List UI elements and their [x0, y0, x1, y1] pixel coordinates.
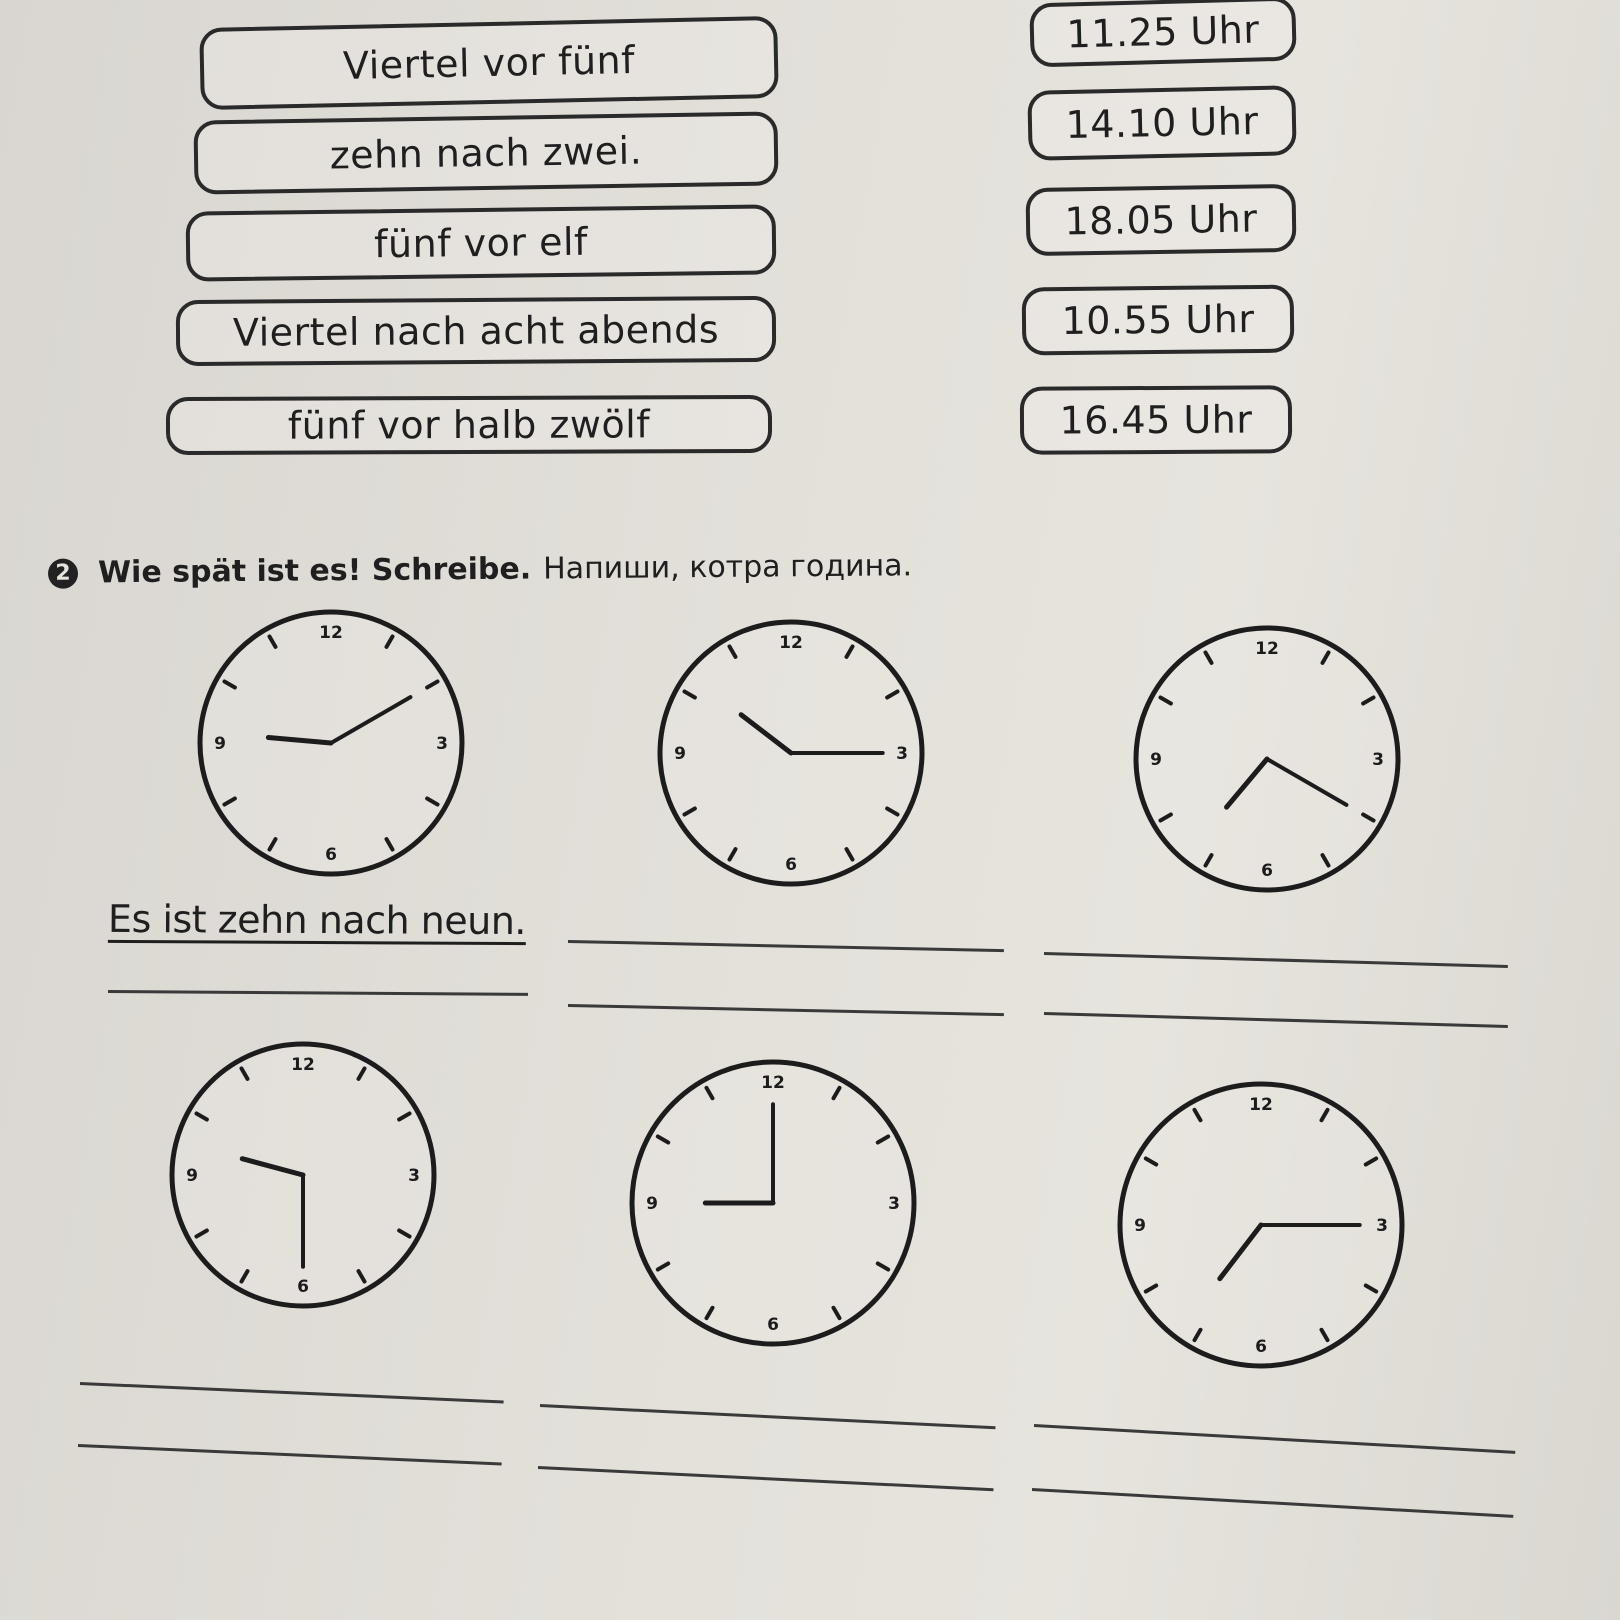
- clock-number: 9: [1134, 1216, 1146, 1236]
- sample-answer: Es ist zehn nach neun.: [107, 896, 527, 944]
- time-text: 18.05 Uhr: [1064, 196, 1258, 244]
- exercise-heading: [48, 548, 912, 591]
- clock-number: 12: [319, 623, 343, 643]
- instruction-ukrainian: Напиши, котра година.: [543, 548, 913, 587]
- clock-2: [656, 618, 926, 888]
- answer-line: [540, 1404, 996, 1429]
- clock-number: 3: [1376, 1216, 1388, 1236]
- answer-line: [80, 1382, 504, 1403]
- phrase-box-5: [166, 395, 772, 455]
- phrase-box-2: [193, 111, 778, 194]
- clock-number: 12: [1249, 1095, 1273, 1115]
- exercise-number-badge: 2: [48, 558, 78, 588]
- time-text: 16.45 Uhr: [1059, 397, 1253, 443]
- clock-3: [1132, 624, 1402, 894]
- answer-line: [1044, 1012, 1508, 1028]
- clock-number: 6: [785, 855, 797, 875]
- time-text: 14.10 Uhr: [1065, 98, 1259, 148]
- clock-number: 3: [436, 734, 448, 754]
- clock-number: 12: [761, 1073, 785, 1093]
- clock-number: 3: [888, 1194, 900, 1214]
- time-box-1: [1029, 0, 1297, 67]
- answer-line: [538, 1466, 994, 1491]
- time-box-2: [1027, 85, 1296, 161]
- time-box-5: [1020, 385, 1292, 454]
- phrase-text: fünf vor halb zwölf: [287, 402, 651, 448]
- answer-line: [568, 1004, 1004, 1016]
- phrase-text: zehn nach zwei.: [329, 128, 643, 178]
- answer-line: [568, 940, 1004, 952]
- clock-number: 3: [408, 1166, 420, 1186]
- clock-5: [628, 1058, 918, 1348]
- clock-number: 9: [646, 1194, 658, 1214]
- clock-4: [168, 1040, 438, 1310]
- phrase-text: Viertel nach acht abends: [232, 307, 720, 355]
- instruction-german: Wie spät ist es! Schreibe.: [97, 551, 532, 591]
- clock-number: 6: [325, 845, 337, 865]
- phrase-box-3: [186, 204, 777, 281]
- clock-number: 6: [1261, 861, 1273, 881]
- time-text: 10.55 Uhr: [1061, 296, 1255, 344]
- phrase-box-1: [199, 16, 779, 110]
- answer-line: [1032, 1488, 1513, 1518]
- clock-number: 9: [186, 1166, 198, 1186]
- clock-number: 12: [779, 633, 803, 653]
- answer-line: [108, 990, 528, 996]
- clock-1: [196, 608, 466, 878]
- phrase-text: fünf vor elf: [373, 219, 589, 267]
- clock-number: 6: [297, 1277, 309, 1297]
- answer-line: [1034, 1424, 1515, 1454]
- clock-number: 3: [896, 744, 908, 764]
- clock-number: 9: [1150, 750, 1162, 770]
- time-text: 11.25 Uhr: [1066, 7, 1260, 57]
- clock-number: 9: [214, 734, 226, 754]
- clock-number: 6: [767, 1315, 779, 1335]
- clock-number: 3: [1372, 750, 1384, 770]
- clock-number: 12: [1255, 639, 1279, 659]
- clock-number: 9: [674, 744, 686, 764]
- phrase-text: Viertel vor fünf: [342, 37, 636, 89]
- clock-6: [1116, 1080, 1406, 1370]
- answer-line: [1044, 952, 1508, 968]
- answer-line: [78, 1444, 502, 1465]
- time-box-4: [1022, 285, 1295, 356]
- phrase-box-4: [176, 296, 776, 366]
- clock-number: 6: [1255, 1337, 1267, 1357]
- clock-number: 12: [291, 1055, 315, 1075]
- time-box-3: [1025, 184, 1296, 256]
